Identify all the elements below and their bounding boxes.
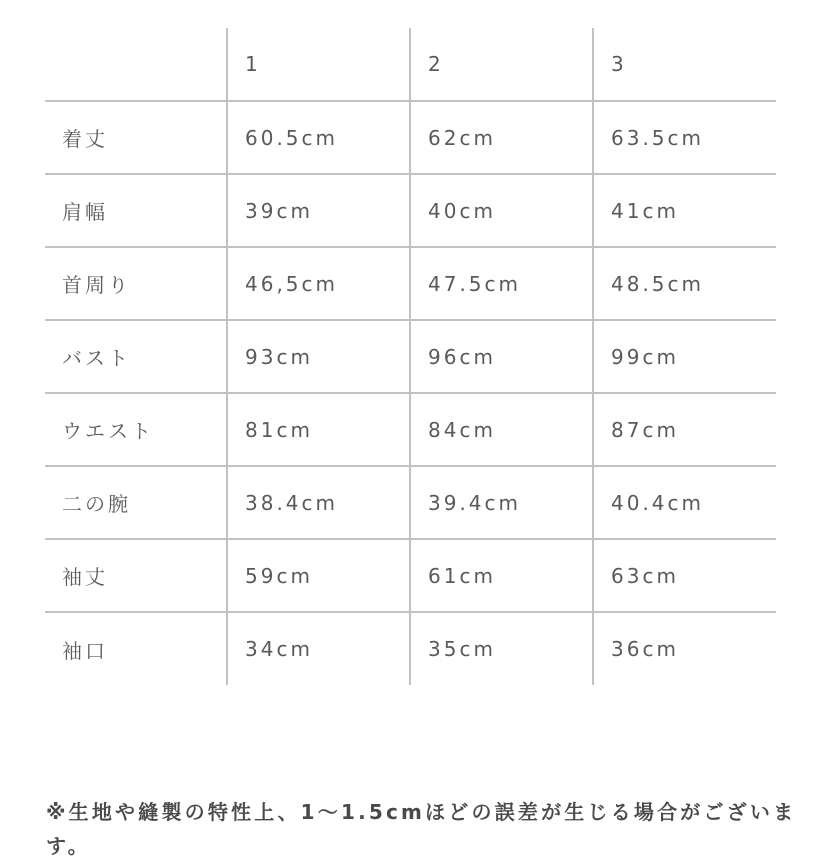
table-cell: 81cm — [227, 393, 410, 466]
row-label: 袖口 — [62, 638, 108, 663]
footnote-text: ※生地や縫製の特性上、1〜1.5cmほどの誤差が生じる場合がございます。 — [46, 800, 797, 858]
table-cell: 60.5cm — [227, 101, 410, 174]
row-label: 着丈 — [45, 101, 227, 174]
table-row — [45, 174, 776, 247]
table-cell: 40cm — [410, 174, 593, 247]
row-label: バスト — [45, 320, 227, 393]
table-cell: 96cm — [410, 320, 593, 393]
table-row — [45, 612, 776, 685]
table-cell: 35cm — [410, 612, 593, 685]
table-cell: 41cm — [593, 174, 776, 247]
table-row — [45, 247, 776, 320]
table-row — [45, 101, 776, 174]
row-label: 袖丈 — [45, 539, 227, 612]
table-cell: 61cm — [410, 539, 593, 612]
table-cell: 38.4cm — [227, 466, 410, 539]
table-cell: 39cm — [227, 174, 410, 247]
table-cell: 40.4cm — [593, 466, 776, 539]
size-table — [45, 28, 776, 685]
header-cell-size-3: 3 — [593, 28, 776, 101]
table-cell: 84cm — [410, 393, 593, 466]
table-cell: 99cm — [593, 320, 776, 393]
row-label: 二の腕 — [45, 466, 227, 539]
table-cell: 39.4cm — [410, 466, 593, 539]
table-row — [45, 320, 776, 393]
table-row — [45, 539, 776, 612]
header-row — [45, 28, 776, 101]
table-cell: 48.5cm — [593, 247, 776, 320]
header-cell-size-2: 2 — [410, 28, 593, 101]
table-row — [45, 393, 776, 466]
table-cell: 93cm — [227, 320, 410, 393]
table-cell: 59cm — [227, 539, 410, 612]
row-label: 首周り — [45, 247, 227, 320]
table-cell: 62cm — [410, 101, 593, 174]
table-cell: 87cm — [593, 393, 776, 466]
table-cell: 36cm — [593, 612, 776, 685]
row-label: ウエスト — [45, 393, 227, 466]
header-cell-empty — [45, 28, 227, 101]
header-cell-size-1: 1 — [227, 28, 410, 101]
table-cell: 63cm — [593, 539, 776, 612]
table-cell: 47.5cm — [410, 247, 593, 320]
table-row — [45, 466, 776, 539]
table-cell: 46,5cm — [227, 247, 410, 320]
row-label: 肩幅 — [45, 174, 227, 247]
table-cell: 63.5cm — [593, 101, 776, 174]
table-cell: 34cm — [227, 612, 410, 685]
